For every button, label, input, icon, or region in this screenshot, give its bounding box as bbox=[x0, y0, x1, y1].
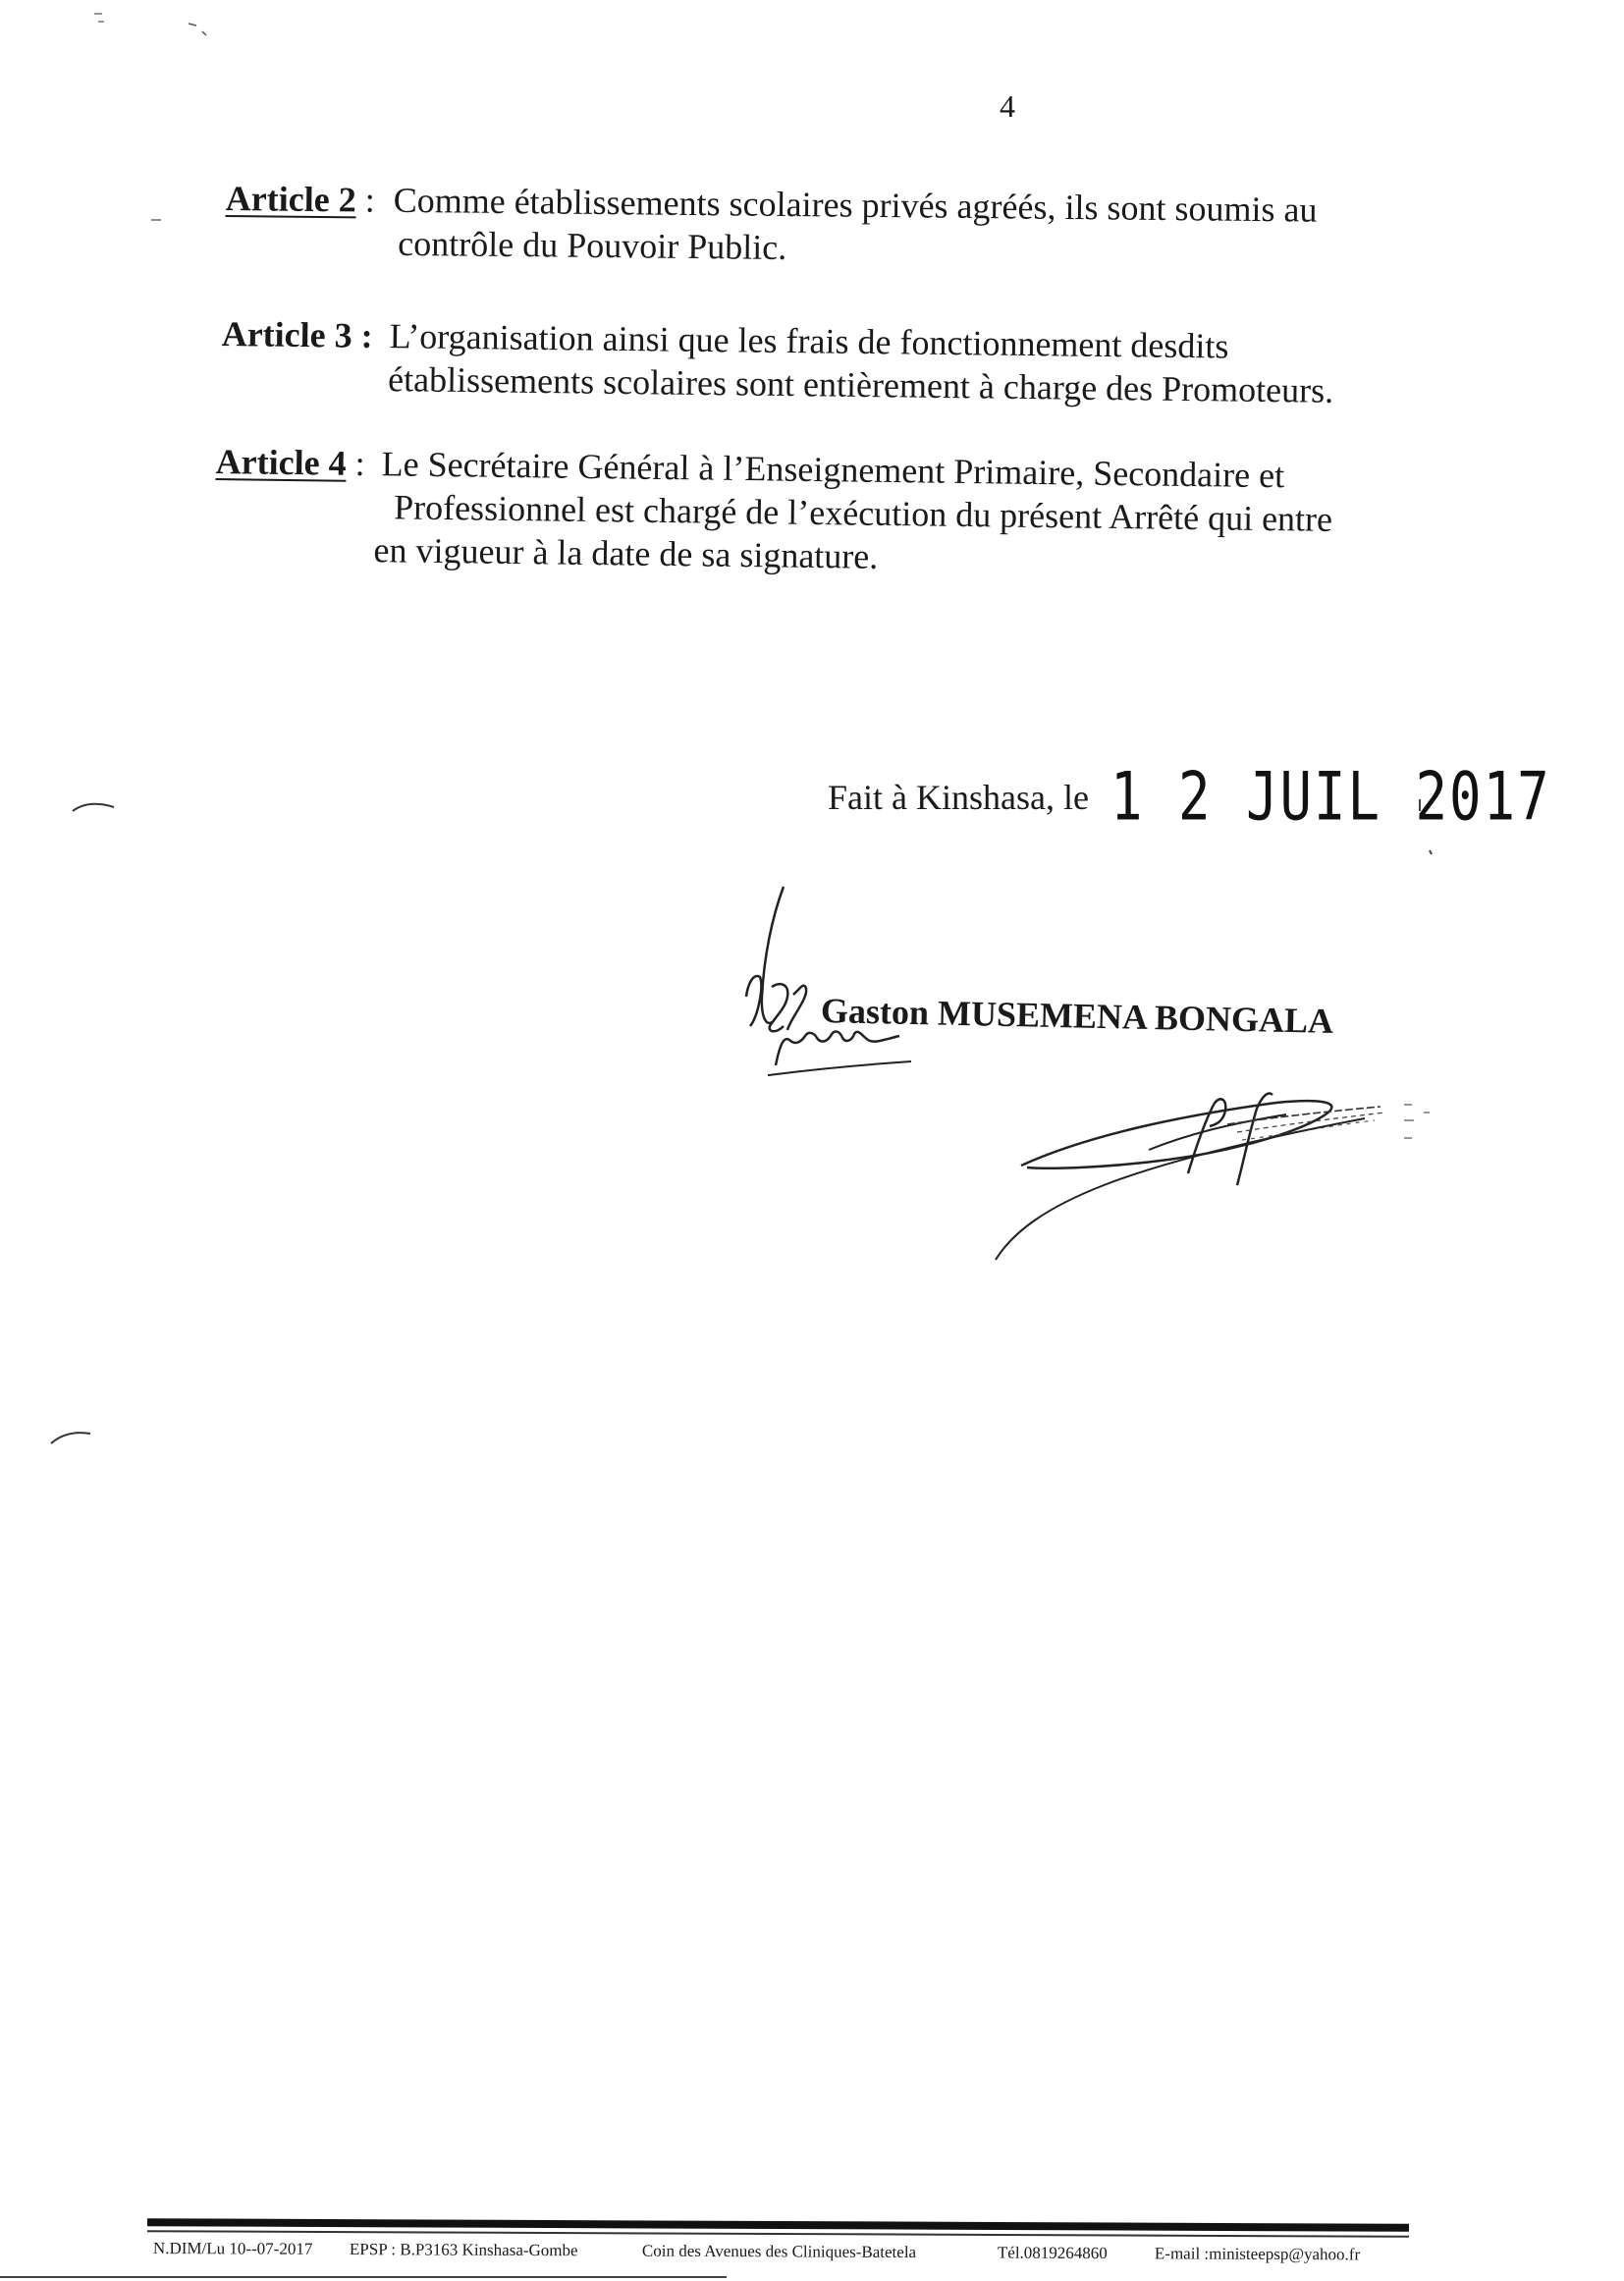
page-number: 4 bbox=[1000, 88, 1015, 124]
signatory-name: Gaston MUSEMENA BONGALA bbox=[820, 991, 1334, 1041]
footer-email: E-mail :ministeepsp@yahoo.fr bbox=[1154, 2244, 1361, 2264]
footer-rule-thin bbox=[147, 2230, 1409, 2238]
date-stamp: 1 2 JUIL 2017 bbox=[1110, 758, 1551, 836]
footer bbox=[152, 2239, 1410, 2264]
article-2-separator: : bbox=[355, 180, 375, 220]
article-2-label: Article 2 bbox=[225, 178, 356, 220]
footer-rule-thick bbox=[147, 2218, 1409, 2232]
article-4-line-1: Le Secrétaire Général à l’Enseignement Primaire, Secondaire et bbox=[381, 444, 1285, 496]
scan-artifact-left-2 bbox=[69, 795, 128, 815]
scan-artifact-top-left bbox=[88, 8, 226, 47]
closing-place-text: Fait à Kinshasa, le bbox=[828, 778, 1089, 817]
article-2-line-2: contrôle du Pouvoir Public. bbox=[398, 223, 787, 267]
signature-flourish-icon bbox=[992, 1056, 1483, 1281]
footer-phone: Tél.0819264860 bbox=[997, 2243, 1108, 2263]
article-4-line-3: en vigueur à la date de sa signature. bbox=[373, 530, 879, 576]
article-2-heading-line bbox=[226, 177, 1318, 232]
scan-artifact-left-1 bbox=[147, 214, 177, 226]
scan-artifact-date bbox=[1414, 793, 1443, 862]
article-2 bbox=[225, 177, 1453, 288]
footer-location: Coin des Avenues des Cliniques-Batetela bbox=[641, 2241, 917, 2262]
footer-reference: N.DIM/Lu 10--07-2017 bbox=[152, 2239, 313, 2258]
article-3-separator: : bbox=[352, 315, 373, 355]
article-4-separator: : bbox=[346, 443, 365, 483]
article-4-heading-line bbox=[215, 440, 1284, 497]
scan-artifact-left-3 bbox=[47, 1424, 106, 1447]
article-3 bbox=[221, 312, 1449, 425]
footer-address: EPSP : B.P3163 Kinshasa-Gombe bbox=[349, 2240, 578, 2260]
article-4 bbox=[214, 440, 1453, 603]
initials-signature-icon bbox=[707, 879, 943, 1090]
article-2-line-1: Comme établissements scolaires privés agréés, ils sont soumis au bbox=[393, 180, 1318, 230]
article-4-label: Article 4 bbox=[215, 441, 347, 483]
bottom-scan-rule bbox=[0, 2276, 727, 2278]
article-3-line-1: L’organisation ainsi que les frais de fonctionnement desdits bbox=[389, 316, 1229, 366]
article-4-line-2: Professionnel est chargé de l’exécution du présent Arrêté qui entre bbox=[393, 487, 1333, 539]
article-3-heading-line bbox=[221, 312, 1228, 368]
article-3-line-2: établissements scolaires sont entièrement à charge des Promoteurs. bbox=[387, 359, 1334, 410]
article-3-label: Article 3 bbox=[221, 313, 352, 355]
